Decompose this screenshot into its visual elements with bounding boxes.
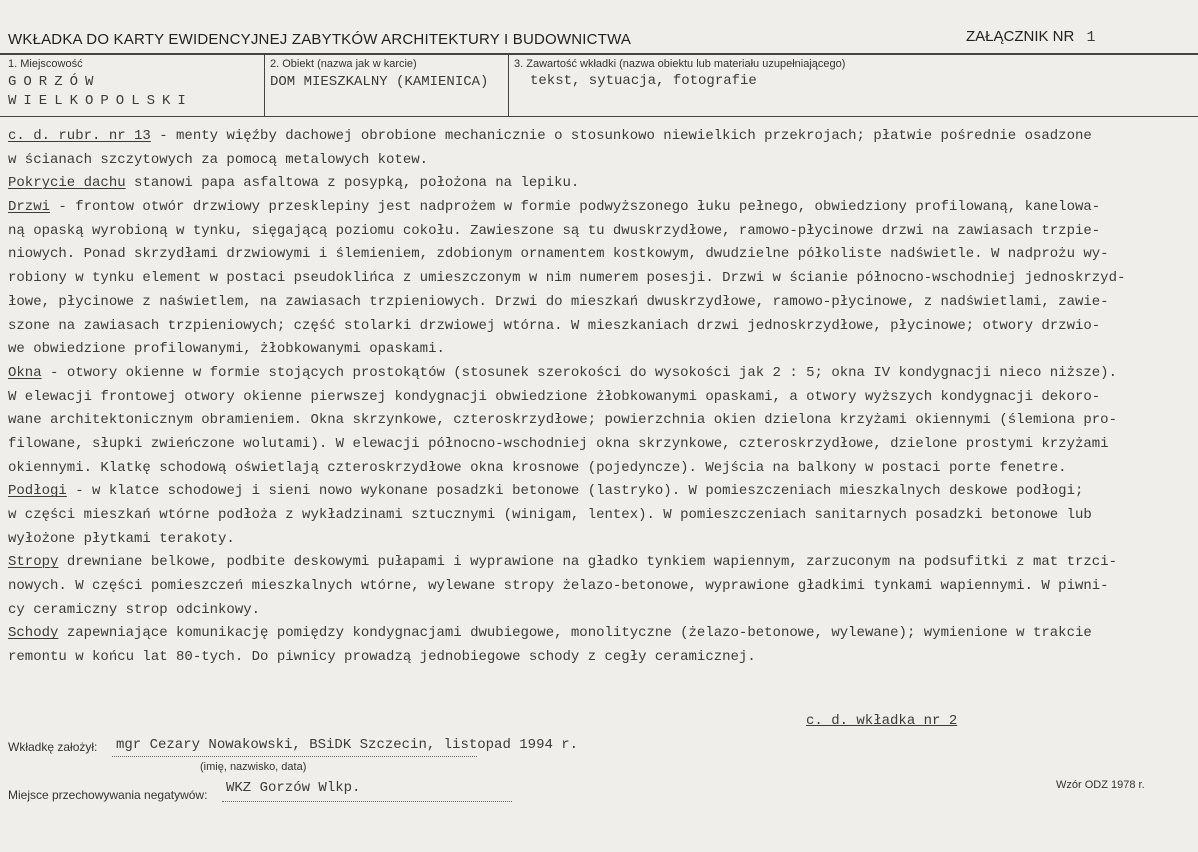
place-value bbox=[8, 73, 193, 111]
text-line: Pokrycie dachu stanowi papa asfaltowa z posypką, położona na lepiku. bbox=[8, 175, 580, 192]
annex-label bbox=[966, 28, 1096, 46]
text-line: łowe, płycinowe z naświetlem, na zawiasach trzpieniowych. Drzwi do mieszkań dwuskrzydłowe, ramowo-płycinowe, z nadświetlami, zawie- bbox=[8, 293, 1109, 310]
text-line: c. d. rubr. nr 13 - menty więźby dachowej obrobione mechanicznie o stosunkowo niewielkich przekrojach; płatwie pośrednie osadzone bbox=[8, 128, 1092, 144]
author-hint: (imię, nazwisko, data) bbox=[200, 761, 307, 773]
author-value: mgr Cezary Nowakowski, BSiDK Szczecin, listopad 1994 r. bbox=[116, 737, 579, 753]
text-line: w ścianach szczytowych za pomocą metalowych kotew. bbox=[8, 151, 429, 168]
section-heading: Stropy bbox=[8, 554, 59, 571]
header-divider bbox=[0, 53, 1198, 55]
text-line: niowych. Ponad skrzydłami drzwiowymi i ślemieniem, zdobionym ornamentem kostkowym, dwudzielne półkoliste nadświetle. W nadprożu wy- bbox=[8, 246, 1109, 263]
storage-value: WKZ Gorzów Wlkp. bbox=[226, 780, 361, 796]
text-line: cy ceramiczny strop odcinkowy. bbox=[8, 601, 261, 618]
annex-label-text: ZAŁĄCZNIK NR bbox=[966, 28, 1075, 45]
field-divider-1 bbox=[264, 54, 265, 116]
storage-label: Miejsce przechowywania negatywów: bbox=[8, 788, 208, 802]
section-heading: c. d. rubr. nr 13 bbox=[8, 128, 151, 144]
text-line: Okna - otwory okienne w formie stojących prostokątów (stosunek szerokości do wysokości jak 2 : 5; okna IV kondygnacji nieco niższe). bbox=[8, 364, 1117, 381]
text-line: wane architektonicznym obramieniem. Okna skrzynkowe, czteroskrzydłowe; powierzchnia okien dzielona krzyżami okiennymi (ślemiona pro- bbox=[8, 412, 1117, 429]
object-label: 2. Obiekt (nazwa jak w karcie) bbox=[270, 58, 417, 70]
field-divider-2 bbox=[508, 54, 509, 116]
section-heading: Schody bbox=[8, 625, 59, 642]
text-line: szone na zawiasach trzpieniowych; część stolarki drzwiowej wtórna. W mieszkaniach drzwi jednoskrzydłowe, płycinowe; otwory drzwio- bbox=[8, 317, 1101, 334]
text-line: okiennymi. Klatkę schodową oświetlają czteroskrzydłowe okna krosnowe (pojedyncze). Wejścia na balkony w postaci porte fenetre. bbox=[8, 459, 1067, 476]
section-heading: Drzwi bbox=[8, 199, 51, 216]
text-line: Stropy drewniane belkowe, podbite deskowymi pułapami i wyprawione na gładko tynkiem wapiennym, zarzuconym na podsufitki z mat trzci- bbox=[8, 554, 1117, 571]
text-line: Schody zapewniające komunikację pomiędzy kondygnacjami dwubiegowe, monolityczne (żelazo-betonowe, wylewane); wymienione w trakcie bbox=[8, 625, 1092, 642]
section-heading: Pokrycie dachu bbox=[8, 175, 126, 192]
place-label: 1. Miejscowość bbox=[8, 58, 83, 70]
annex-number: 1 bbox=[1086, 29, 1096, 46]
fields-divider bbox=[0, 116, 1198, 117]
text-line: Podłogi - w klatce schodowej i sieni nowo wykonane posadzki betonowe (lastryko). W pomieszczeniach mieszkalnych deskowe podłogi; bbox=[8, 483, 1084, 500]
text-line: nowych. W części pomieszczeń mieszkalnych wtórne, wylewane stropy żelazo-betonowe, wyprawione gładkimi tynkami wapiennymi. W piwni- bbox=[8, 578, 1109, 595]
form-template-id: Wzór ODZ 1978 r. bbox=[1056, 779, 1145, 791]
text-line: remontu w końcu lat 80-tych. Do piwnicy prowadzą jednobiegowe schody z cegły ceramicznej. bbox=[8, 649, 756, 666]
form-title: WKŁADKA DO KARTY EWIDENCYJNEJ ZABYTKÓW ARCHITEKTURY I BUDOWNICTWA bbox=[8, 31, 632, 48]
author-dotted-line bbox=[112, 756, 477, 757]
text-line: we obwiedzione profilowanymi, żłobkowanymi opaskami. bbox=[8, 341, 445, 358]
text-line: filowane, słupki zwieńczone wolutami). W elewacji północno-wschodniej okna skrzynkowe, czteroskrzydłowe, dzielone prostymi krzyżami bbox=[8, 435, 1109, 452]
continued-note: c. d. wkładka nr 2 bbox=[806, 713, 958, 729]
text-line: wyłożone płytkami terakoty. bbox=[8, 530, 235, 547]
text-line: w części mieszkań wtórne podłoża z wykładzinami sztucznymi (winigam, lentex). W pomieszczeniach sanitarnych posadzki betonowe lub bbox=[8, 507, 1092, 523]
object-value: DOM MIESZKALNY (KAMIENICA) bbox=[270, 74, 489, 90]
section-heading: Podłogi bbox=[8, 483, 67, 500]
text-line: Drzwi - frontow otwór drzwiowy przesklepiny jest nadprożem w formie podwyższonego łuku pełnego, obwiedziony profilowaną, kanelowa- bbox=[8, 199, 1101, 216]
content-label: 3. Zawartość wkładki (nazwa obiektu lub materiału uzupełniającego) bbox=[514, 58, 846, 70]
text-line: robiony w tynku element w postaci pseudoklińca z umieszczonym w nim numerem posesji. Drzwi w ścianie północno-wschodniej jednoskrzyd- bbox=[8, 270, 1126, 287]
section-heading: Okna bbox=[8, 364, 42, 381]
storage-dotted-line bbox=[222, 801, 512, 802]
author-label: Wkładkę założył: bbox=[8, 740, 98, 754]
text-line: ną opaską wyrobioną w tynku, sięgającą poziomu cokołu. Zawieszone są tu dwuskrzydłowe, ramowo-płycinowe drzwi na zawiasach trzpie- bbox=[8, 222, 1101, 239]
place-value-line1: GORZÓW bbox=[8, 74, 101, 90]
place-value-line2: WIELKOPOLSKI bbox=[8, 93, 193, 109]
text-line: W elewacji frontowej otwory okienne pierwszej kondygnacji obwiedzione żłobkowanymi opaskami, a otwory wyższych kondygnacji dekoro- bbox=[8, 388, 1101, 405]
description-text bbox=[8, 125, 1193, 670]
content-value: tekst, sytuacja, fotografie bbox=[530, 73, 757, 89]
